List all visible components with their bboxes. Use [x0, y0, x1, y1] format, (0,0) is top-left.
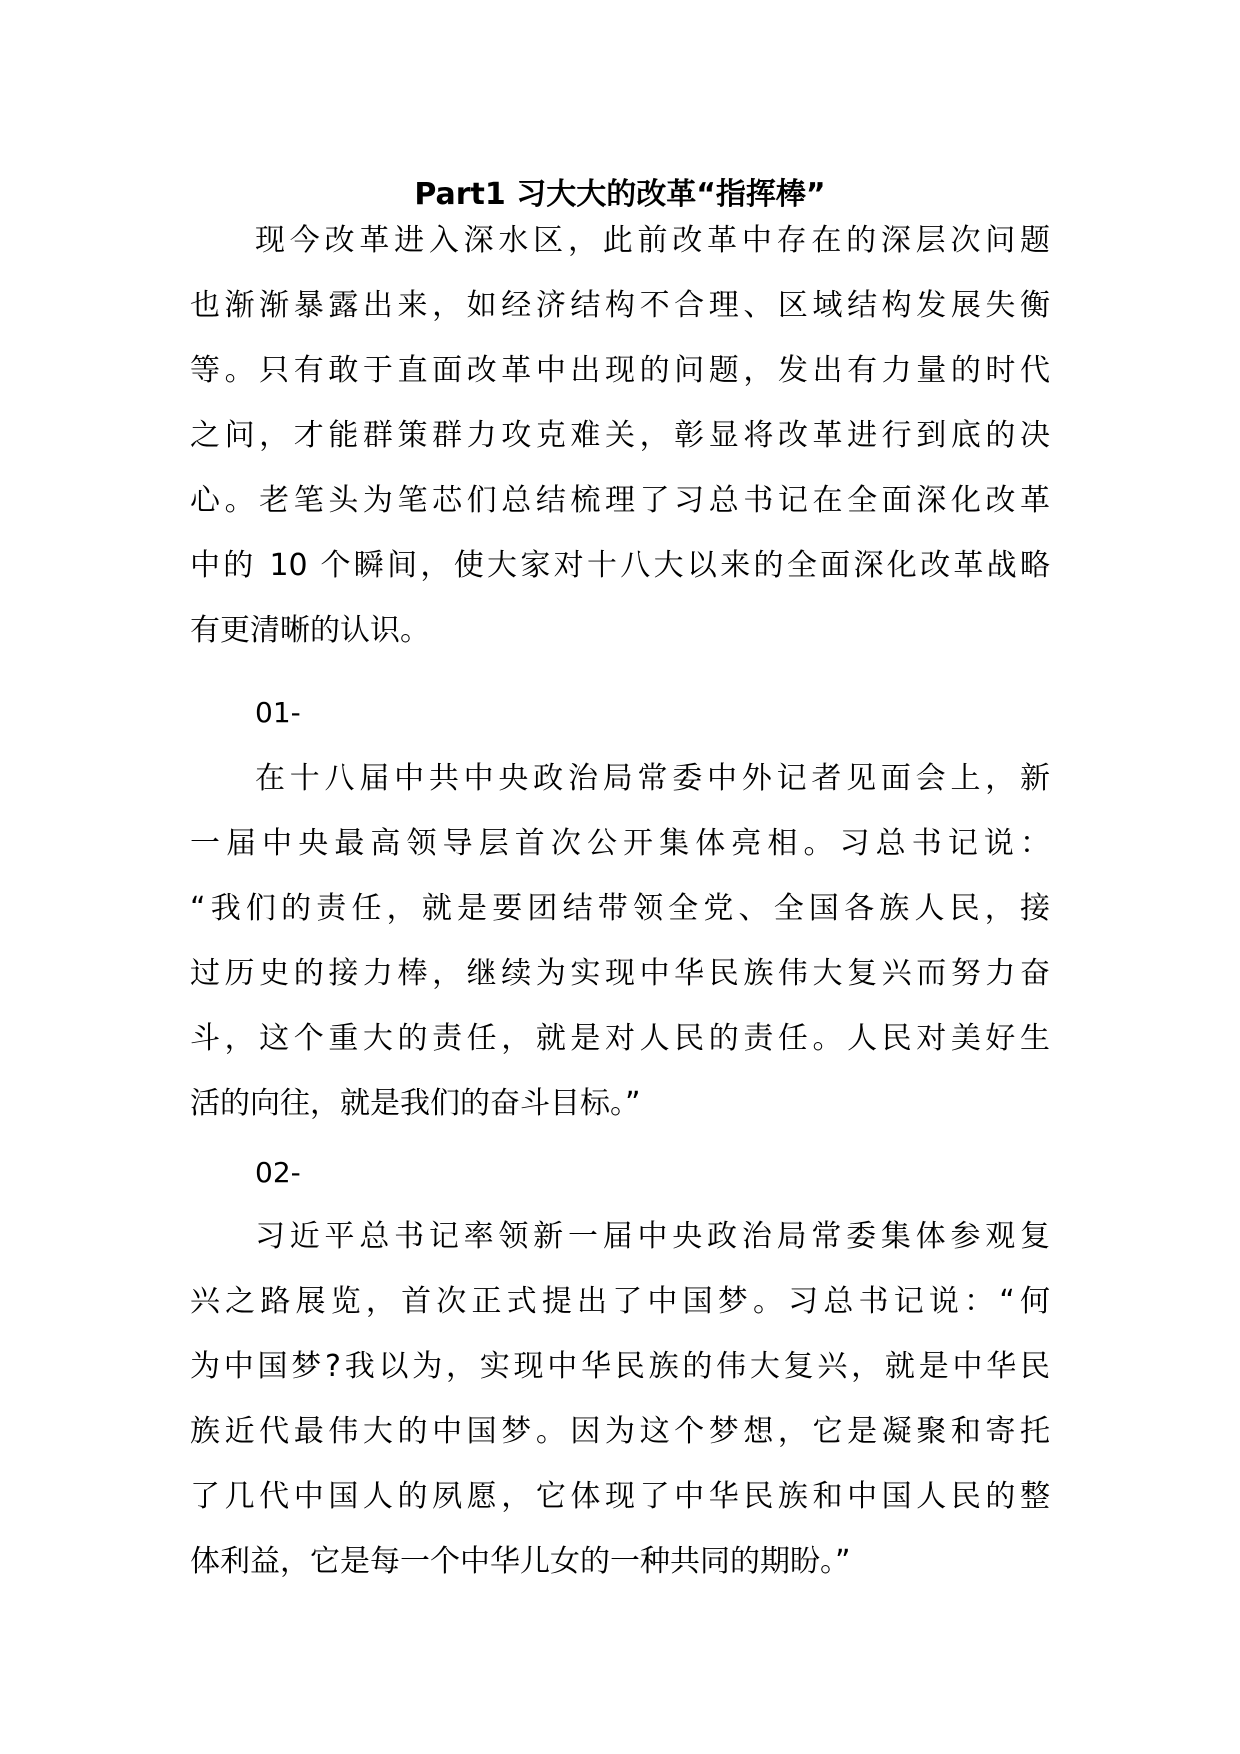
- section-02-line-5: 了几代中国人的夙愿，它体现了中华民族和中国人民的整: [190, 1479, 1050, 1514]
- intro-line-6: 中的 10 个瞬间，使大家对十八大以来的全面深化改革战略: [190, 548, 1050, 583]
- intro-line-3: 等。只有敢于直面改革中出现的问题，发出有力量的时代: [190, 353, 1050, 388]
- section-02-line-3: 为中国梦?我以为，实现中华民族的伟大复兴，就是中华民: [190, 1349, 1050, 1384]
- section-marker-01: 01-: [255, 696, 301, 729]
- intro-line-1: 现今改革进入深水区，此前改革中存在的深层次问题: [255, 223, 1050, 258]
- section-01-line-6: 活的向往，就是我们的奋斗目标。”: [190, 1086, 641, 1121]
- intro-line-5: 心。老笔头为笔芯们总结梳理了习总书记在全面深化改革: [190, 483, 1050, 518]
- section-01-line-2: 一届中央最高领导层首次公开集体亮相。习总书记说：: [190, 826, 1050, 861]
- section-01-line-3: “我们的责任，就是要团结带领全党、全国各族人民，接: [190, 891, 1050, 926]
- section-02-line-6: 体利益，它是每一个中华儿女的一种共同的期盼。”: [190, 1544, 851, 1579]
- section-01-line-4: 过历史的接力棒，继续为实现中华民族伟大复兴而努力奋: [190, 956, 1050, 991]
- section-02-line-4: 族近代最伟大的中国梦。因为这个梦想，它是凝聚和寄托: [190, 1414, 1050, 1449]
- section-02-line-1: 习近平总书记率领新一届中央政治局常委集体参观复: [255, 1219, 1050, 1254]
- intro-line-2: 也渐渐暴露出来，如经济结构不合理、区域结构发展失衡: [190, 288, 1050, 323]
- intro-line-7: 有更清晰的认识。: [190, 613, 430, 648]
- document-title: Part1 习大大的改革“指挥棒”: [414, 177, 826, 212]
- intro-line-4: 之问，才能群策群力攻克难关，彰显将改革进行到底的决: [190, 418, 1050, 453]
- section-01-line-5: 斗，这个重大的责任，就是对人民的责任。人民对美好生: [190, 1021, 1050, 1056]
- section-marker-02: 02-: [255, 1156, 301, 1189]
- section-01-line-1: 在十八届中共中央政治局常委中外记者见面会上，新: [255, 761, 1050, 796]
- section-02-line-2: 兴之路展览，首次正式提出了中国梦。习总书记说：“何: [190, 1284, 1050, 1319]
